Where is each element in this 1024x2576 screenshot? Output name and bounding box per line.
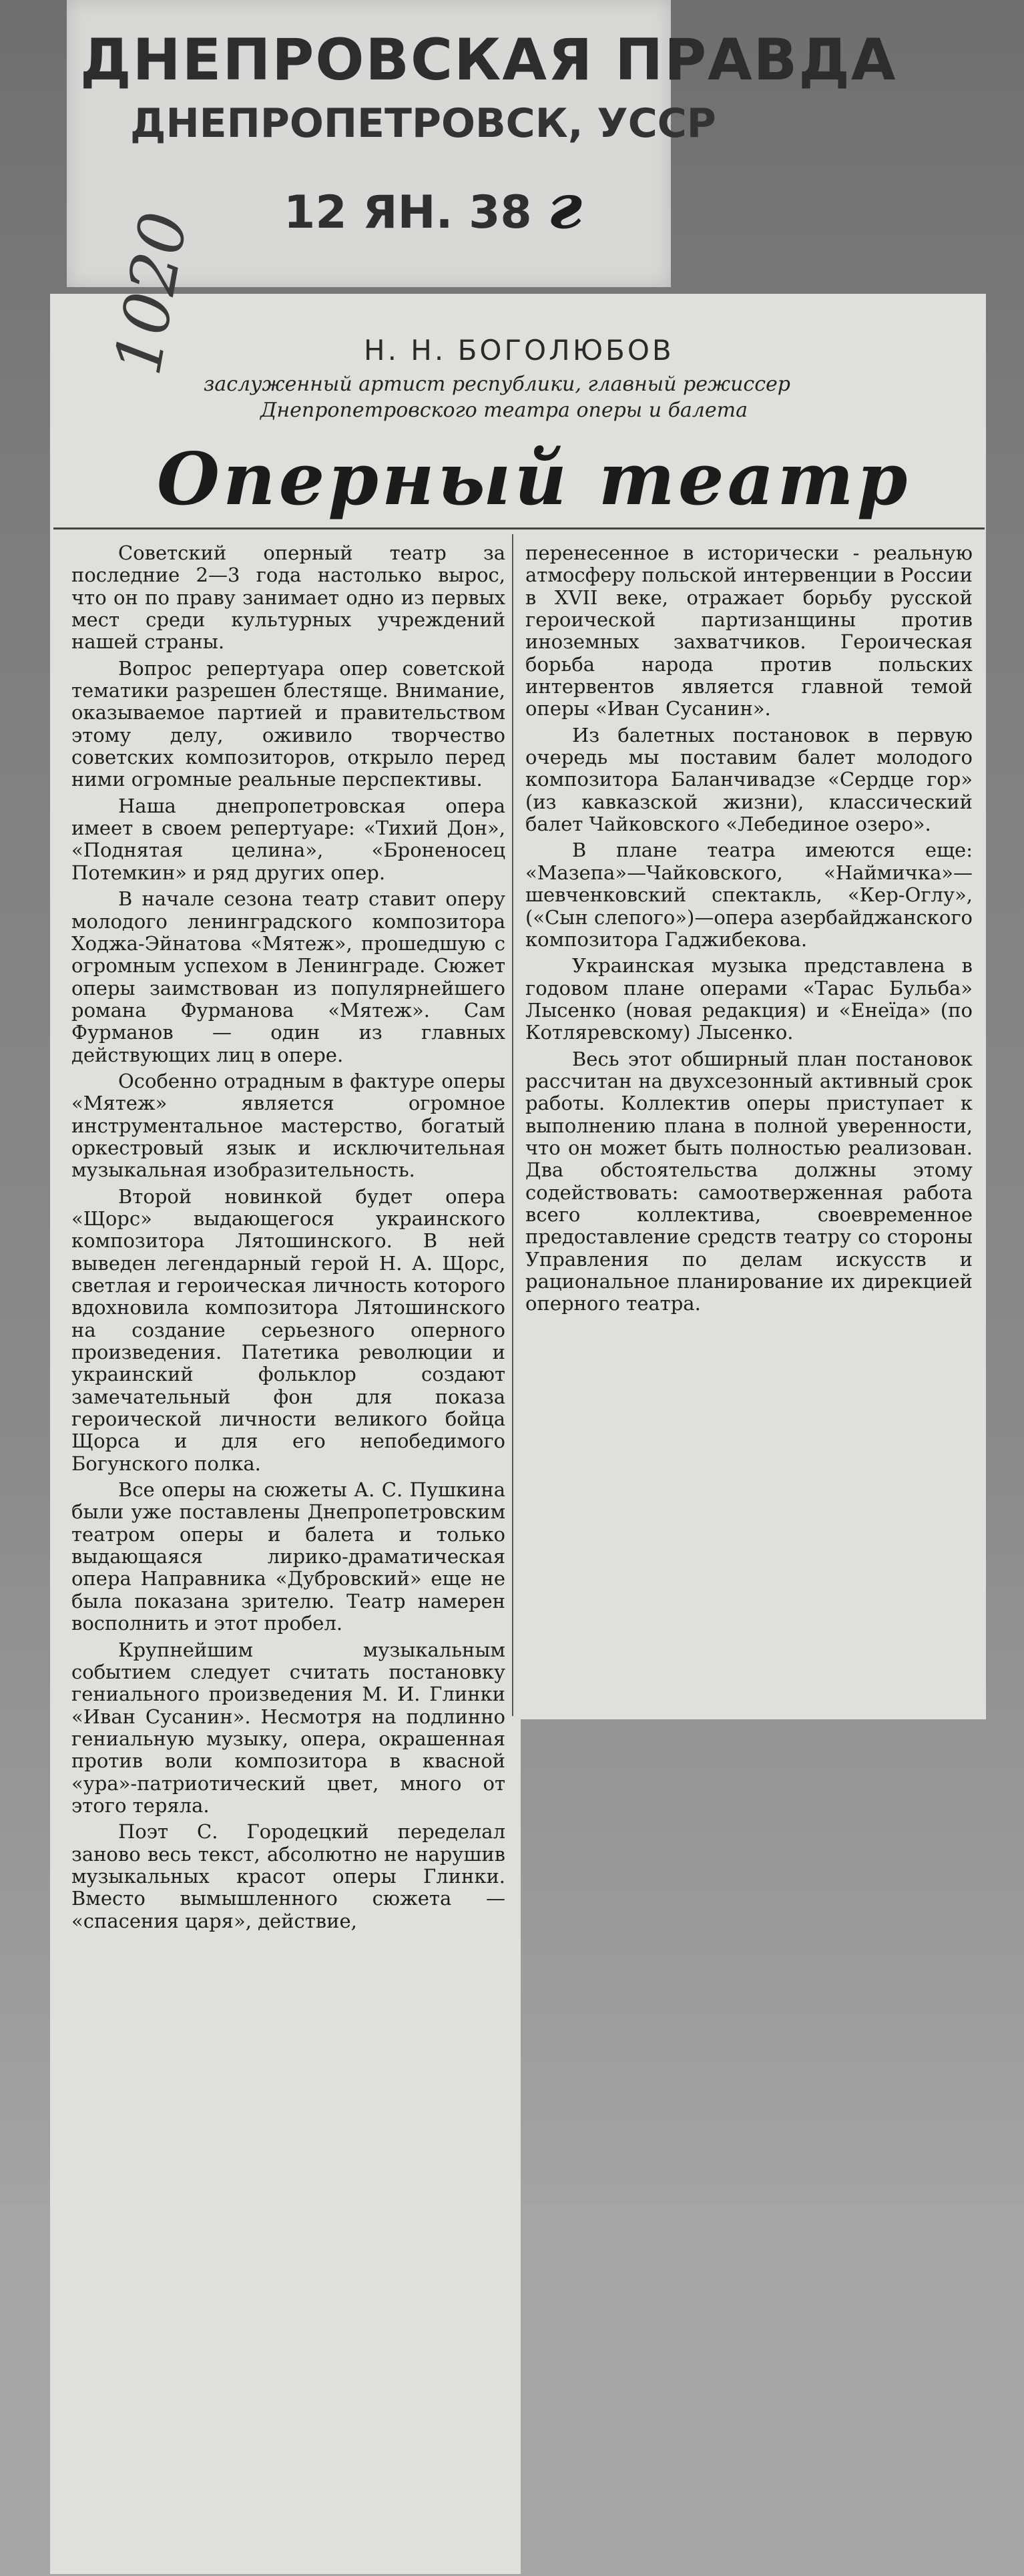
paragraph: Советский оперный театр за последние 2—3 года настолько вырос, что он по праву занимает одно из первых мест среди культурных учреждений нашей страны.	[71, 542, 505, 654]
paragraph: Вопрос репертуара опер советской тематики разрешен блестяще. Внимание, оказываемое партией и правительством этому делу, оживило творчество советских композиторов, открыло перед ними огромные реальные перспективы.	[71, 656, 505, 791]
paragraph: Крупнейшим музыкальным событием следует считать постановку гениального произведения М. И. Глинки «Иван Сусанин». Несмотря на подлинно гениальную музыку, опера, окрашенная против воли композитора в квасной «ура»-патриотический цвет, много от этого теряла.	[71, 1638, 505, 1817]
author-role-line-1: заслуженный артист республики, главный режиссер	[204, 373, 790, 396]
paragraph: перенесенное в исторически - реальную атмосферу польской интервенции в России в XVII веке, отражает борьбу русской героической партизанщины против иноземных захватчиков. Героическая борьба народа против польских интервентов является главной темой оперы «Иван Сусанин».	[525, 542, 973, 720]
stamp-date	[284, 170, 582, 242]
paragraph: Второй новинкой будет опера «Щорс» выдающегося украинского композитора Лятошинского. В ней выведен легендарный герой Н. А. Щорс, светлая и героическая личность которого вдохновила композитора Лятошинского на создание серьезного оперного произведения. Патетика революции и украинский фольклор создают замечательный фон для показа героической личности великого бойца Щорса и для его непобедимого Богунского полка.	[71, 1185, 505, 1475]
article-headline: Оперный театр	[157, 437, 911, 521]
left-column	[71, 542, 505, 1936]
stamp-city: ДНЕПРОПЕТРОВСК, УССР	[130, 100, 716, 147]
column-divider	[512, 534, 513, 1716]
paragraph: Из балетных постановок в первую очередь мы поставим балет молодого композитора Баланчивадзе «Сердце гор» (из кавказской жизни), классический балет Чайковского «Лебединое озеро».	[525, 723, 973, 836]
paragraph: В начале сезона театр ставит оперу молодого ленинградского композитора Ходжа-Эйнатова «Мятеж», прошедшую с огромным успехом в Ленинграде. Сюжет оперы заимствован из популярнейшего романа Фурманова «Мятеж». Сам Фурманов — один из главных действующих лиц в опере.	[71, 887, 505, 1066]
author-role-line-2: Днепропетровского театра оперы и балета	[260, 399, 748, 422]
paragraph: В плане театра имеются еще: «Мазепа»—Чайковского, «Наймичка»—шевченковский спектакль, «Кер-Оглу», («Сын слепого»)—опера азербайджанского композитора Гаджибекова.	[525, 839, 973, 951]
paragraph: Наша днепропетровская опера имеет в своем репертуаре: «Тихий Дон», «Поднятая целина», «Броненосец Потемкин» и ряд других опер.	[71, 794, 505, 884]
right-column	[525, 542, 973, 1319]
handwritten-number: 1020	[100, 206, 202, 381]
stamp-newspaper-title: ДНЕПРОВСКАЯ ПРАВДА	[80, 27, 897, 93]
author-name: Н. Н. БОГОЛЮБОВ	[364, 334, 674, 367]
paragraph: Весь этот обширный план постановок рассчитан на двухсезонный активный срок работы. Коллектив оперы приступает к выполнению плана в полной уверенности, что он может быть полностью реализован. Два обстоятельства должны этому содействовать: самоотверженная работа всего коллектива, своевременное предоставление средств театру со стороны Управления по делам искусств и рациональное планирование их дирекцией оперного театра.	[525, 1047, 973, 1315]
paragraph: Особенно отрадным в фактуре оперы «Мятеж» является огромное инструментальное мастерство, богатый оркестровый язык и исключительная музыкальная изобразительность.	[71, 1069, 505, 1182]
paragraph: Украинская музыка представлена в годовом плане операми «Тарас Бульба» Лысенко (новая редакция) и «Енеїда» (по Котляревскому) Лысенко.	[525, 954, 973, 1044]
paragraph: Все оперы на сюжеты А. С. Пушкина были уже поставлены Днепропетровским театром оперы и балета и только выдающаяся лирико-драматическая опера Направника «Дубровский» еще не была показана зрителю. Театр намерен восполнить и этот пробел.	[71, 1478, 505, 1635]
stamp-date-text: 12 ЯН. 38	[284, 186, 532, 239]
paragraph: Поэт С. Городецкий переделал заново весь текст, абсолютно не нарушив музыкальных красот оперы Глинки. Вместо вымышленного сюжета — «спасения царя», действие,	[71, 1820, 505, 1932]
headline-rule	[53, 527, 985, 529]
stamp-date-mark: г	[547, 170, 583, 242]
